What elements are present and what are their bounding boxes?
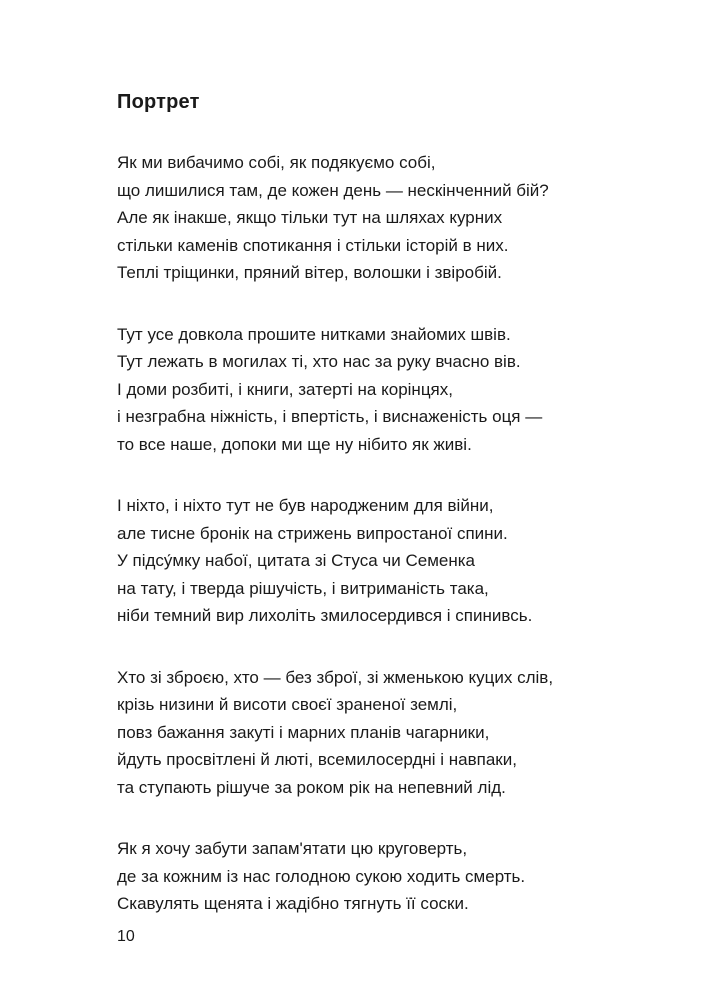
poem-line: на тату, і тверда рішучість, і витриманість така,	[117, 578, 489, 598]
stanza-5	[117, 835, 637, 918]
poem-line: то все наше, допоки ми ще ну нібито як живі.	[117, 434, 472, 454]
poem-line: але тисне бронік на стрижень випростаної спини.	[117, 523, 508, 543]
poem-line: ніби темний вир лихоліть змилосердився і спинивсь.	[117, 606, 533, 625]
poem-line: Скавулять щенята і жадібно тягнуть її соски.	[117, 894, 469, 913]
poem-line: Як я хочу забути запам'ятати цю круговерть,	[117, 839, 468, 858]
poem-title: Портрет	[117, 91, 200, 113]
poem-line: Теплі тріщинки, пряний вітер, волошки і звіробій.	[117, 263, 502, 282]
poem-line: де за кожним із нас голодною сукою ходить смерть.	[117, 866, 526, 886]
poem-line: і незграбна ніжність, і впертість, і виснаженість оця —	[117, 407, 543, 426]
stanza-1	[117, 149, 637, 287]
poem-line: та ступають рішуче за роком рік на непевний лід.	[117, 777, 506, 797]
poem-line: І доми розбиті, і книги, затерті на корінцях,	[117, 379, 453, 399]
poem-line: йдуть просвітлені й люті, всемилосердні і навпаки,	[117, 750, 517, 769]
poem-line: Як ми вибачимо собі, як подякуємо собі,	[117, 153, 436, 172]
poem-line: що лишилися там, де кожен день — нескінченний бій?	[117, 180, 549, 200]
poem-line: Тут усе довкола прошите нитками знайомих швів.	[117, 324, 511, 344]
poem-line: повз бажання закуті і марних планів чагарники,	[117, 722, 490, 742]
stanza-2	[117, 321, 637, 459]
poem-line: Хто зі зброєю, хто — без зброї, зі жменькою куцих слів,	[117, 667, 554, 687]
poem-line: У підсу́мку набої, цитата зі Стуса чи Семенка	[117, 551, 475, 570]
poem-line: крізь низини й висоти своєї зраненої землі,	[117, 695, 458, 714]
poem-line: І ніхто, і ніхто тут не був народженим для війни,	[117, 496, 494, 515]
poem-line: стільки каменів спотикання і стільки історій в них.	[117, 235, 509, 255]
poem-line: Тут лежать в могилах ті, хто нас за руку вчасно вів.	[117, 352, 521, 371]
poem-line: Але як інакше, якщо тільки тут на шляхах курних	[117, 208, 503, 227]
poem-body	[117, 149, 637, 952]
stanza-4	[117, 664, 637, 802]
stanza-3	[117, 492, 637, 630]
page-number: 10	[117, 928, 135, 945]
